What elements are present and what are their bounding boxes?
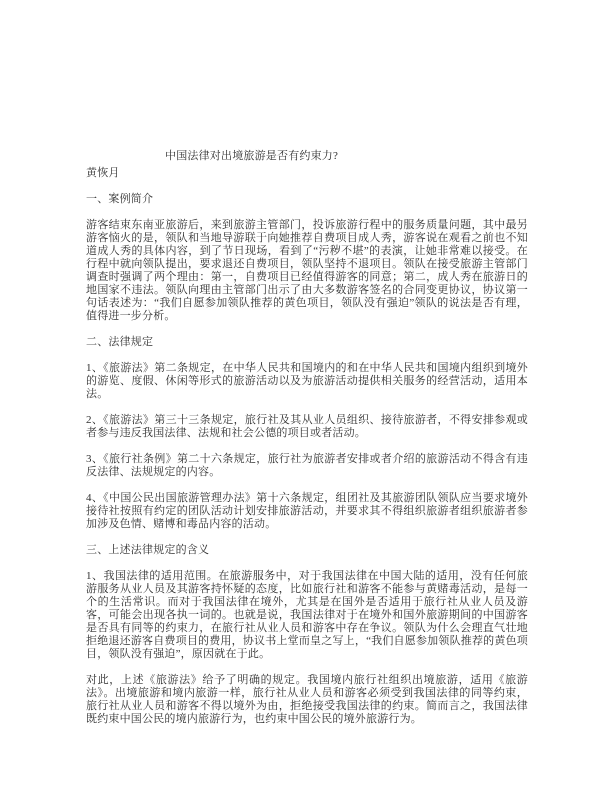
section-heading-legal-provisions: 二、法律规定 bbox=[86, 336, 154, 348]
author-byline: 黄恢月 bbox=[86, 167, 120, 179]
paragraph-law-outbound-tourism-measures-art16: 4、《中国公民出国旅游管理办法》第十六条规定，组团社及其旅游团队领队应当要求境外接待社按照有约定的团队活动计划安排旅游活动，并要求其不得组织旅游者组织旅游者参加涉及色情、赌博和毒品内容的活动。 bbox=[86, 492, 528, 530]
paragraph-meaning-conclusion: 对此，上述《旅游法》给予了明确的规定。我国境内旅行社组织出境旅游，适用《旅游法》。出境旅游和境内旅游一样，旅行社从业人员和游客必须受到我国法律的同等约束，旅行社从业人员和游客不得以境外为由，拒绝接受我国法律的约束。简而言之，我国法律既约束中国公民的境内旅游行为，也约束中国公民的境外旅游行为。 bbox=[86, 674, 528, 725]
document-content bbox=[86, 150, 528, 726]
paragraph-law-tourism-law-art2: 1、《旅游法》第二条规定，在中华人民共和国境内的和在中华人民共和国境内组织到境外的游览、度假、休闲等形式的旅游活动以及为旅游活动提供相关服务的经营活动，适用本法。 bbox=[86, 362, 528, 400]
paragraph-meaning-scope: 1、我国法律的适用范围。在旅游服务中，对于我国法律在中国大陆的适用，没有任何旅游服务从业人员及其游客持怀疑的态度，比如旅行社和游客不能参与黄赌毒活动，是每一个的生活常识。而对于我国法律在境外，尤其是在国外是否适用于旅行社从业人员及游客，可能会出现各执一词的。也就是说，我国法律对于在境外和国外旅游期间的中国游客是否具有同等的约束力，在旅行社从业人员和游客中存在争议。领队为什么会理直气壮地拒绝退还游客自费项目的费用，协议书上堂而皇之写上，“我们自愿参加领队推荐的黄色项目，领队没有强迫”，原因就在于此。 bbox=[86, 570, 528, 660]
paragraph-law-tourism-law-art33: 2、《旅游法》第三十三条规定，旅行社及其从业人员组织、接待旅游者，不得安排参观或者参与违反我国法律、法规和社会公德的项目或者活动。 bbox=[86, 414, 528, 439]
section-heading-meaning: 三、上述法律规定的含义 bbox=[86, 544, 210, 556]
paragraph-case-intro: 游客结束东南亚旅游后，来到旅游主管部门，投诉旅游行程中的服务质量问题，其中最另游客恼火的是，领队和当地导游联于向她推荐自费项目成人秀，游客说在观看之前也不知道成人秀的具体内容，到了节日现场，看到了“污秽不堪”的表演，让她非常难以接受。在行程中就向领队提出，要求退还自费项目，领队坚持不退项目。领队在接受旅游主管部门调查时强调了两个理由：第一，自费项目已经值得游客的同意；第二，成人秀在旅游日的地国家不违法。领队向理由主管部门出示了由大多数游客签名的合同变更协议，协议第一句话表述为：“我们自愿参加领队推荐的黄色项目，领队没有强迫”领队的说法是否有理，值得进一步分析。 bbox=[86, 219, 528, 322]
section-heading-case-intro: 一、案例简介 bbox=[86, 193, 154, 205]
paragraph-law-travel-agency-regulation-art26: 3、《旅行社条例》第二十六条规定，旅行社为旅游者安排或者介绍的旅游活动不得含有违反法律、法规规定的内容。 bbox=[86, 453, 528, 478]
page-title: 中国法律对出境旅游是否有约束力? bbox=[165, 150, 339, 162]
